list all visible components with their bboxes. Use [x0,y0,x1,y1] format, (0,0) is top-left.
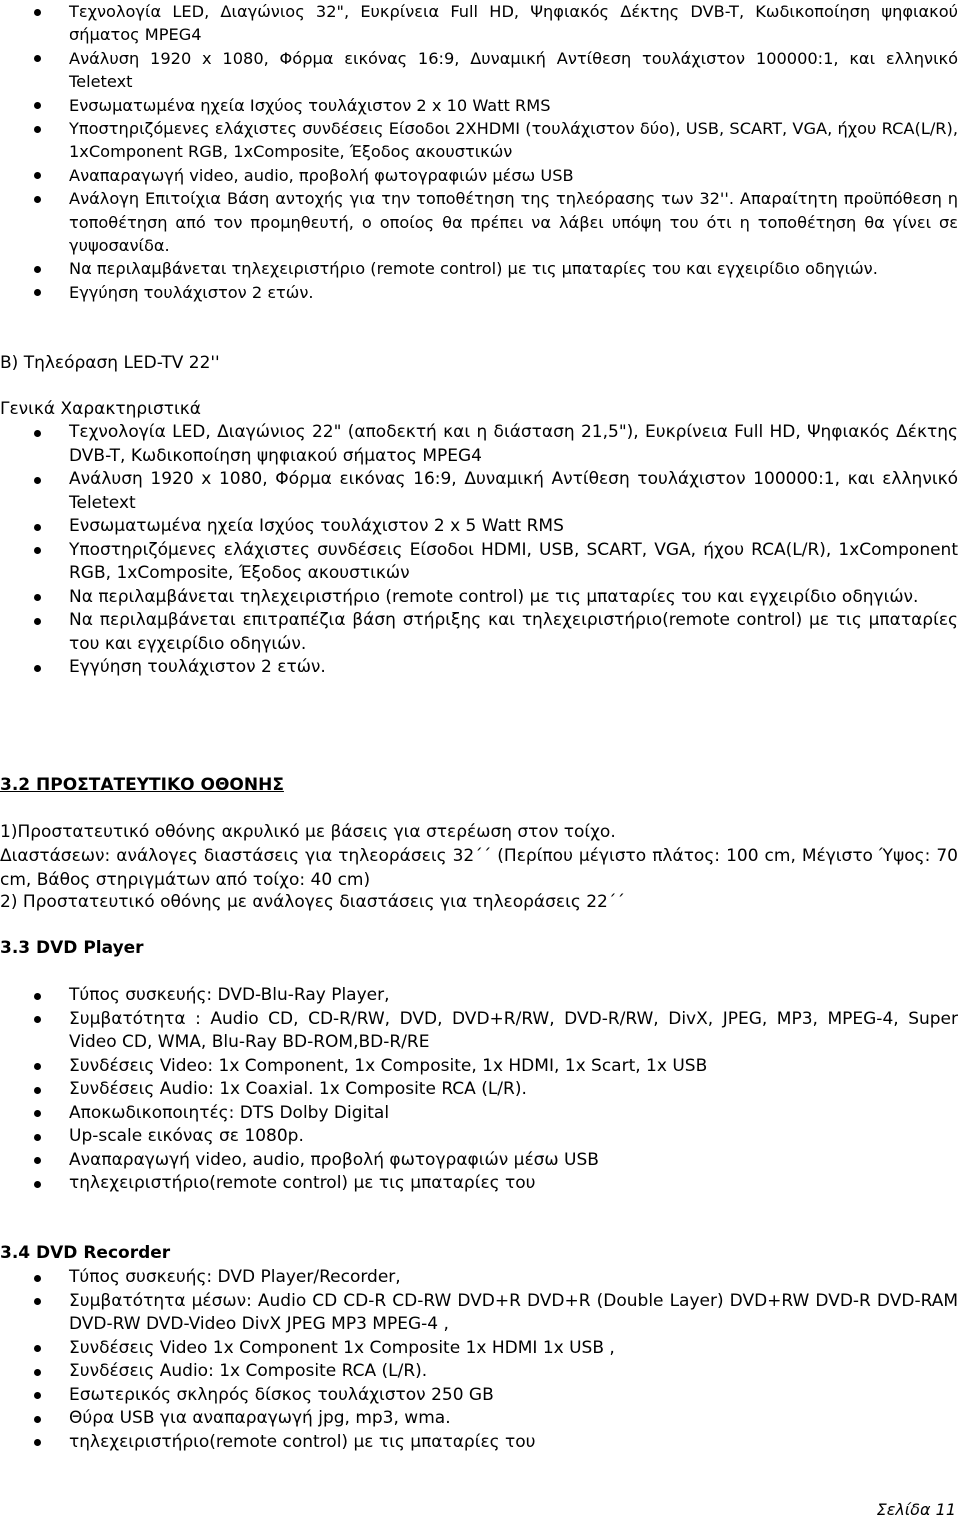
screen-protector-line-3: 2) Προστατευτικό οθόνης με ανάλογες διαστάσεις για τηλεοράσεις 22΄΄ [0,892,625,912]
list-item: Τεχνολογία LED, Διαγώνιος 32", Ευκρίνεια Full HD, Ψηφιακός Δέκτης DVB-T, Κωδικοποίηση ψηφιακού σήματος MPEG4 [0,0,960,47]
list-item: Εγγύηση τουλάχιστον 2 ετών. [0,281,960,304]
screen-protector-line-2: Διαστάσεων: ανάλογες διαστάσεις για τηλεοράσεις 32΄΄ (Περίπου μέγιστο πλάτος: 100 cm, Μέγιστο Ύψος: 70 cm, Βάθος στηριγμάτων από τοίχο: 40 cm) [0,846,958,890]
dvd-player-feature-list [0,984,960,1196]
list-item: Αναπαραγωγή video, audio, προβολή φωτογραφιών μέσω USB [0,164,960,187]
tv22-general-label: Γενικά Χαρακτηριστικά [0,399,201,419]
list-item: τηλεχειριστήριο(remote control) με τις μπαταρίες του [0,1431,960,1455]
page-number: Σελίδα 11 [876,1500,956,1519]
list-item: Συνδέσεις Video: 1x Component, 1x Composite, 1x HDMI, 1x Scart, 1x USB [0,1055,960,1079]
tv32-feature-list [0,0,960,304]
list-item: Ενσωματωμένα ηχεία Ισχύος τουλάχιστον 2 x 10 Watt RMS [0,94,960,117]
list-item: Ενσωματωμένα ηχεία Ισχύος τουλάχιστον 2 x 5 Watt RMS [0,515,960,539]
list-item: Ανάλογη Επιτοίχια Βάση αντοχής για την τοποθέτηση της τηλεόρασης των 32''. Απαραίτητη προϋπόθεση η τοποθέτηση από τον προμηθευτή, ο οποίος θα πρέπει να λάβει υπόψη του ότι η τοποθέτηση θα γίνει σε γυψοσανίδα. [0,187,960,257]
section-heading-dvd-player: 3.3 DVD Player [0,938,144,958]
list-item: Να περιλαμβάνεται επιτραπέζια βάση στήριξης και τηλεχειριστήριο(remote control) με τις μπαταρίες του και εγχειρίδιο οδηγιών. [0,609,960,656]
list-item: Up-scale εικόνας σε 1080p. [0,1125,960,1149]
section-heading-screen-protector: 3.2 ΠΡΟΣΤΑΤΕΥΤΙΚΟ ΟΘΟΝΗΣ [0,775,284,795]
list-item: Θύρα USB για αναπαραγωγή jpg, mp3, wma. [0,1407,960,1431]
tv22-feature-list [0,421,960,680]
list-item: Τύπος συσκευής: DVD Player/Recorder, [0,1266,960,1290]
list-item: Ανάλυση 1920 x 1080, Φόρμα εικόνας 16:9, Δυναμική Αντίθεση τουλάχιστον 100000:1, και ελληνικό Teletext [0,468,960,515]
list-item: Συμβατότητα μέσων: Audio CD CD-R CD-RW DVD+R DVD+R (Double Layer) DVD+RW DVD-R DVD-RAM DVD-RW DVD-Video DivX JPEG MP3 MPEG-4 , [0,1290,960,1337]
list-item: Αποκωδικοποιητές: DTS Dolby Digital [0,1102,960,1126]
list-item: Αναπαραγωγή video, audio, προβολή φωτογραφιών μέσω USB [0,1149,960,1173]
list-item: Εγγύηση τουλάχιστον 2 ετών. [0,656,960,680]
list-item: Υποστηριζόμενες ελάχιστες συνδέσεις Είσοδοι 2XHDMI (τουλάχιστον δύο), USB, SCART, VGA, ήχου RCA(L/R), 1xComponent RGB, 1xComposite, Έξοδος ακουστικών [0,117,960,164]
list-item: Να περιλαμβάνεται τηλεχειριστήριο (remote control) με τις μπαταρίες του και εγχειρίδιο οδηγιών. [0,586,960,610]
list-item: τηλεχειριστήριο(remote control) με τις μπαταρίες του [0,1172,960,1196]
screen-protector-line-1: 1)Προστατευτικό οθόνης ακρυλικό με βάσεις για στερέωση στον τοίχο. [0,822,616,842]
section-heading-dvd-recorder: 3.4 DVD Recorder [0,1243,171,1263]
list-item: Συνδέσεις Video 1x Component 1x Composite 1x HDMI 1x USB , [0,1337,960,1361]
tv32-feature-section [0,0,960,304]
dvd-recorder-feature-section [0,1266,960,1454]
list-item: Συμβατότητα : Audio CD, CD-R/RW, DVD, DVD+R/RW, DVD-R/RW, DivX, JPEG, MP3, MPEG-4, Super Video CD, WMA, Blu-Ray BD-ROM,BD-R/RE [0,1008,960,1055]
list-item: Τύπος συσκευής: DVD-Blu-Ray Player, [0,984,960,1008]
list-item: Συνδέσεις Audio: 1x Composite RCA (L/R). [0,1360,960,1384]
list-item: Συνδέσεις Audio: 1x Coaxial. 1x Composite RCA (L/R). [0,1078,960,1102]
dvd-recorder-feature-list [0,1266,960,1454]
list-item: Υποστηριζόμενες ελάχιστες συνδέσεις Είσοδοι HDMI, USB, SCART, VGA, ήχου RCA(L/R), 1xComponent RGB, 1xComposite, Έξοδος ακουστικών [0,539,960,586]
tv22-feature-section [0,421,960,680]
list-item: Ανάλυση 1920 x 1080, Φόρμα εικόνας 16:9, Δυναμική Αντίθεση τουλάχιστον 100000:1, και ελληνικό Teletext [0,47,960,94]
list-item: Εσωτερικός σκληρός δίσκος τουλάχιστον 250 GB [0,1384,960,1408]
list-item: Τεχνολογία LED, Διαγώνιος 22" (αποδεκτή και η διάσταση 21,5"), Ευκρίνεια Full HD, Ψηφιακός Δέκτης DVB-T, Κωδικοποίηση ψηφιακού σήματος MPEG4 [0,421,960,468]
tv22-title: Β) Τηλεόραση LED-TV 22'' [0,353,220,373]
list-item: Να περιλαμβάνεται τηλεχειριστήριο (remote control) με τις μπαταρίες του και εγχειρίδιο οδηγιών. [0,257,960,280]
dvd-player-feature-section [0,984,960,1196]
